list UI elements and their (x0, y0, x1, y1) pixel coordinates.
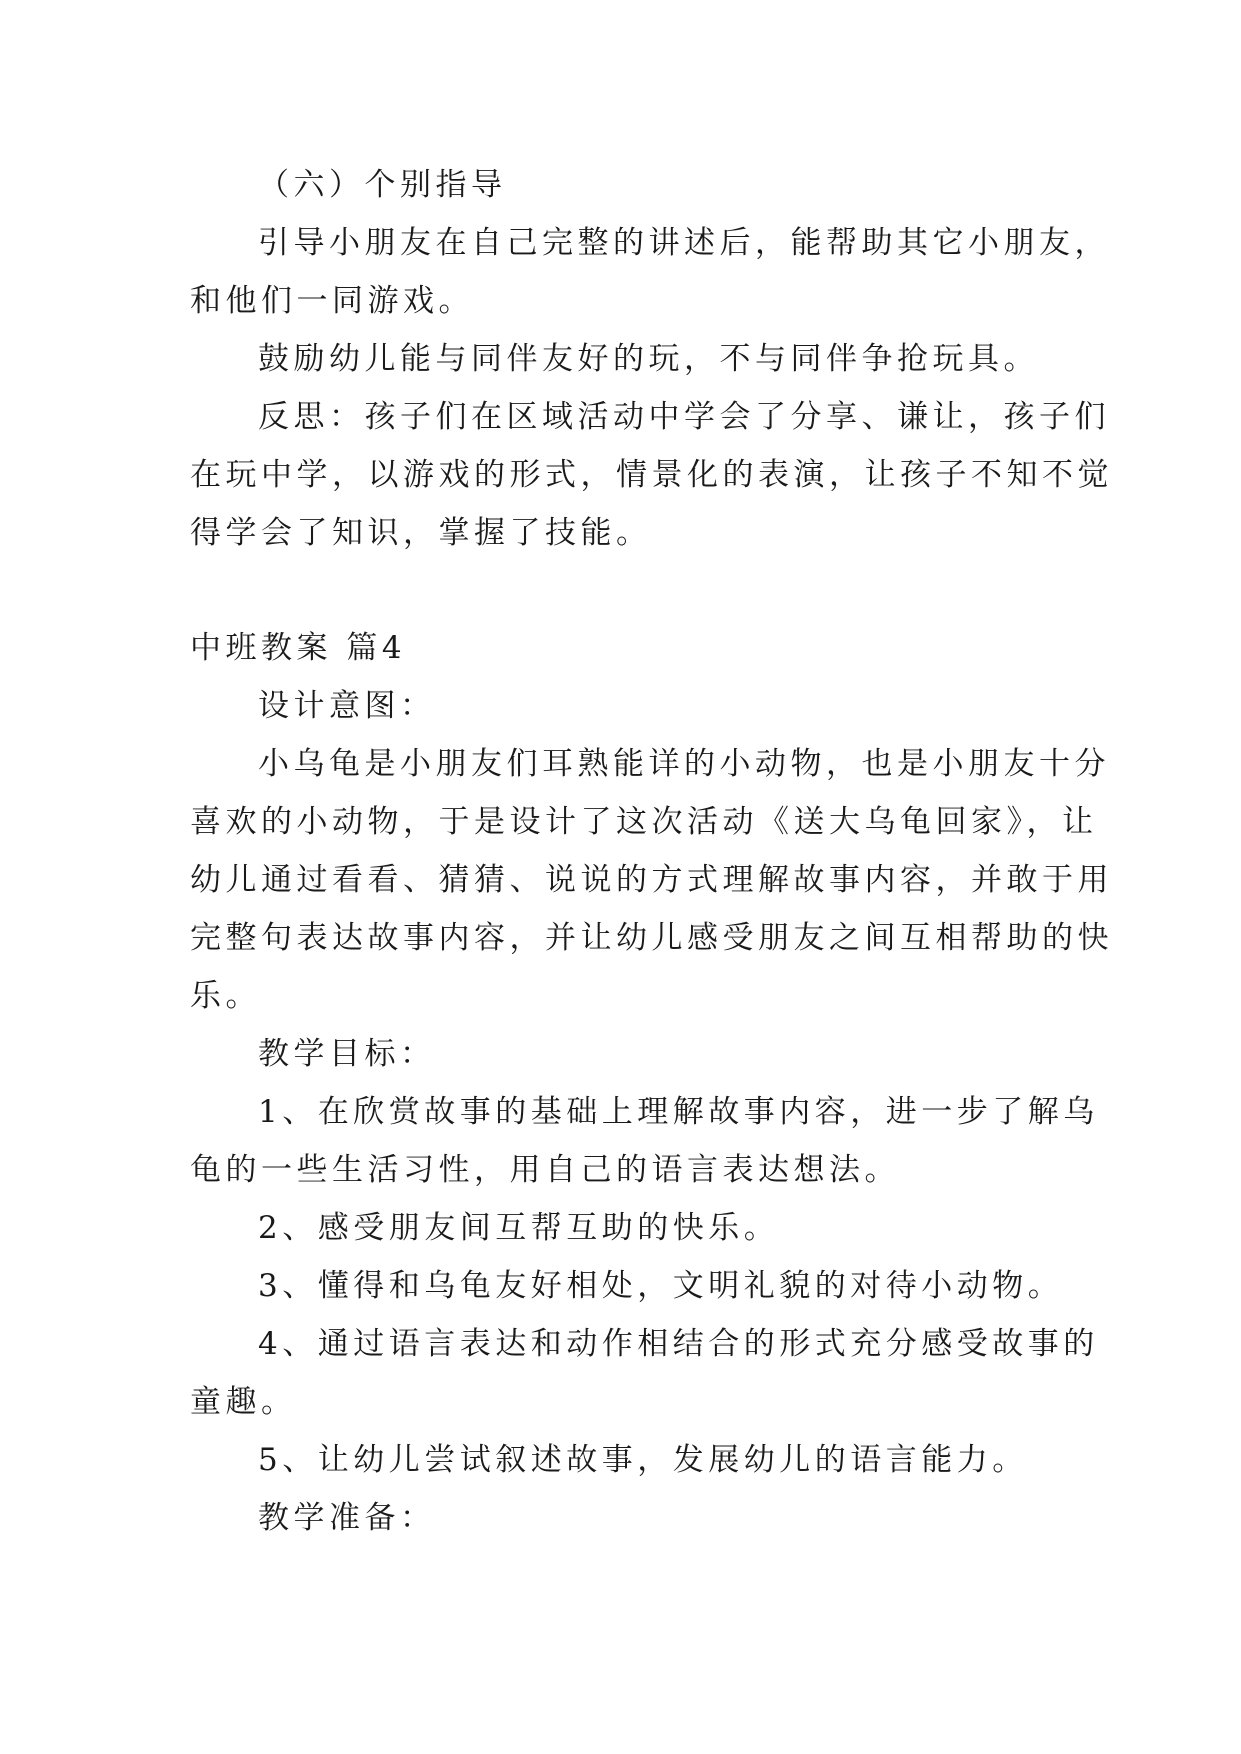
section-heading: 教学目标： (258, 1036, 436, 1072)
lesson-title: 中班教案 篇4 (190, 630, 407, 666)
list-item-line: 2、感受朋友间互帮互助的快乐。 (258, 1210, 780, 1246)
paragraph-line: 和他们一同游戏。 (190, 283, 474, 319)
paragraph-line: 幼儿通过看看、猜猜、说说的方式理解故事内容，并敢于用 (190, 862, 1113, 898)
paragraph-line: 反思：孩子们在区域活动中学会了分享、谦让，孩子们 (258, 399, 1110, 435)
list-item-line: 5、让幼儿尝试叙述故事，发展幼儿的语言能力。 (258, 1442, 1028, 1478)
paragraph-line: 完整句表达故事内容，并让幼儿感受朋友之间互相帮助的快 (190, 920, 1113, 956)
paragraph-line: 在玩中学，以游戏的形式，情景化的表演，让孩子不知不觉 (190, 457, 1113, 493)
section-heading: 设计意图： (258, 688, 436, 724)
list-item-line: 4、通过语言表达和动作相结合的形式充分感受故事的 (258, 1326, 1099, 1362)
section-heading: （六）个别指导 (258, 167, 507, 203)
list-item-line: 1、在欣赏故事的基础上理解故事内容，进一步了解乌 (258, 1094, 1099, 1130)
paragraph-line: 喜欢的小动物，于是设计了这次活动《送大乌龟回家》，让 (190, 804, 1098, 840)
list-item-line: 童趣。 (190, 1384, 297, 1420)
paragraph-line: 引导小朋友在自己完整的讲述后，能帮助其它小朋友， (258, 225, 1110, 261)
paragraph-line: 得学会了知识，掌握了技能。 (190, 515, 652, 551)
section-heading: 教学准备： (258, 1500, 436, 1536)
list-item-line: 龟的一些生活习性，用自己的语言表达想法。 (190, 1152, 900, 1188)
list-item-line: 3、懂得和乌龟友好相处，文明礼貌的对待小动物。 (258, 1268, 1064, 1304)
paragraph-line: 鼓励幼儿能与同伴友好的玩，不与同伴争抢玩具。 (258, 341, 1039, 377)
paragraph-line: 小乌龟是小朋友们耳熟能详的小动物，也是小朋友十分 (258, 746, 1110, 782)
paragraph-line: 乐。 (190, 978, 261, 1014)
